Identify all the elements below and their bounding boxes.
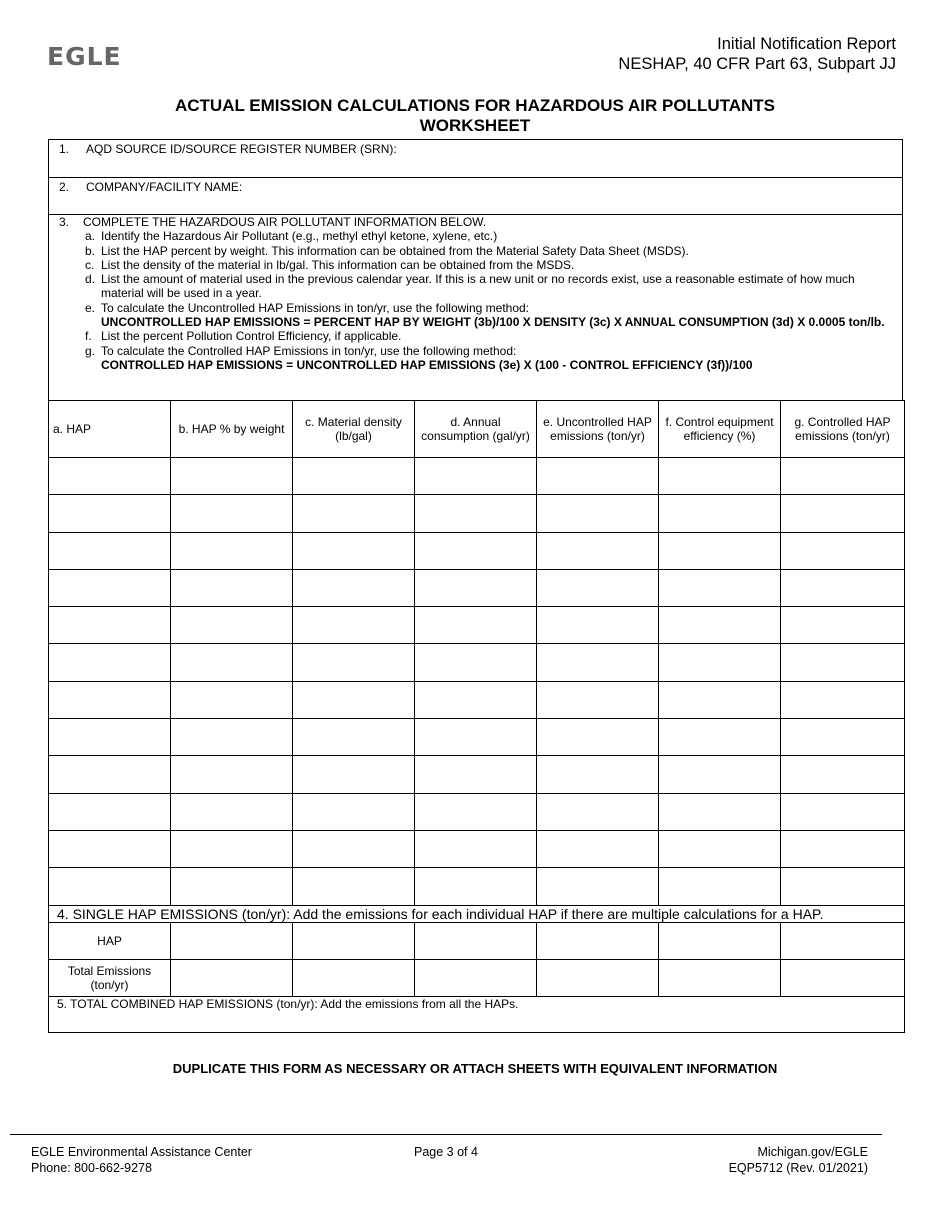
table-row [49,868,905,905]
table-cell[interactable] [49,644,171,681]
instruction-letter: e. [85,300,96,315]
total-emissions-cell[interactable] [781,959,905,996]
table-cell[interactable] [415,868,537,905]
table-cell[interactable] [659,719,781,756]
table-cell[interactable] [537,793,659,830]
table-cell[interactable] [415,607,537,644]
table-cell[interactable] [171,458,293,495]
instruction-item [81,244,899,258]
column-header-density: c. Material density (lb/gal) [293,401,415,458]
table-row [49,756,905,793]
table-cell[interactable] [171,569,293,606]
instruction-letter: a. [85,229,96,244]
table-cell[interactable] [171,644,293,681]
table-cell[interactable] [293,681,415,718]
report-name: Initial Notification Report [717,35,896,53]
single-hap-cell[interactable] [293,922,415,959]
table-cell[interactable] [659,793,781,830]
instruction-item [81,229,899,243]
single-hap-cell[interactable] [171,922,293,959]
table-cell[interactable] [415,532,537,569]
table-cell[interactable] [659,495,781,532]
table-cell[interactable] [781,495,905,532]
table-cell[interactable] [415,830,537,867]
footer-contact [31,1144,252,1176]
table-cell[interactable] [537,756,659,793]
table-cell[interactable] [171,793,293,830]
single-hap-cell[interactable] [659,922,781,959]
table-cell[interactable] [537,644,659,681]
table-cell[interactable] [171,495,293,532]
table-cell[interactable] [171,681,293,718]
footer-org: EGLE Environmental Assistance Center [31,1145,252,1159]
table-cell[interactable] [537,830,659,867]
single-hap-cell[interactable] [537,922,659,959]
table-cell[interactable] [49,868,171,905]
table-cell[interactable] [781,681,905,718]
table-cell[interactable] [49,495,171,532]
table-row [49,644,905,681]
table-cell[interactable] [781,868,905,905]
table-cell[interactable] [171,830,293,867]
instruction-text: To calculate the Uncontrolled HAP Emissions in ton/yr, use the following method: [101,300,530,315]
instruction-formula: UNCONTROLLED HAP EMISSIONS = PERCENT HAP BY WEIGHT (3b)/100 X DENSITY (3c) X ANNUAL CONSUMPTION (3d) X 0.0005 ton/lb. [101,315,885,330]
table-cell[interactable] [49,719,171,756]
table-cell[interactable] [49,458,171,495]
single-hap-row-label: HAP [49,922,171,959]
table-body [49,458,905,906]
footer-form-info [729,1144,868,1176]
table-cell[interactable] [415,681,537,718]
company-label-text: COMPANY/FACILITY NAME: [86,180,243,194]
table-cell[interactable] [781,532,905,569]
table-cell[interactable] [293,719,415,756]
table-cell[interactable] [659,607,781,644]
table-cell[interactable] [415,495,537,532]
table-cell[interactable] [537,681,659,718]
section-srn[interactable] [48,139,903,178]
table-cell[interactable] [293,495,415,532]
table-row [49,458,905,495]
instruction-text: Identify the Hazardous Air Pollutant (e.g., methyl ethyl ketone, xylene, etc.) [101,229,498,244]
table-cell[interactable] [293,644,415,681]
total-combined-label: 5. TOTAL COMBINED HAP EMISSIONS (ton/yr): Add the emissions from all the HAPs. [49,996,905,1032]
total-emissions-cell[interactable] [415,959,537,996]
table-cell[interactable] [781,830,905,867]
instruction-formula: CONTROLLED HAP EMISSIONS = UNCONTROLLED HAP EMISSIONS (3e) X (100 - CONTROL EFFICIENCY (3f))/100 [101,357,753,372]
instruction-text: List the percent Pollution Control Efficiency, if applicable. [101,329,402,344]
table-cell[interactable] [781,793,905,830]
table-cell[interactable] [415,756,537,793]
table-row [49,607,905,644]
single-hap-total-row [49,959,905,996]
table-cell[interactable] [171,868,293,905]
table-row [49,830,905,867]
table-cell[interactable] [659,458,781,495]
table-cell[interactable] [537,719,659,756]
table-cell[interactable] [659,681,781,718]
worksheet-title [0,96,950,136]
page-number: Page 3 of 4 [414,1145,478,1159]
table-row [49,793,905,830]
table-cell[interactable] [781,607,905,644]
section-company-name[interactable] [48,177,903,215]
table-cell[interactable] [293,756,415,793]
table-cell[interactable] [293,607,415,644]
table-cell[interactable] [49,830,171,867]
instructions-heading [59,215,899,229]
footer-website[interactable]: Michigan.gov/EGLE [757,1145,868,1159]
table-cell[interactable] [537,495,659,532]
single-hap-label: 4. SINGLE HAP EMISSIONS (ton/yr): Add the emissions for each individual HAP if there are multiple calculations for a HAP. [49,905,905,922]
table-cell[interactable] [415,458,537,495]
footer-phone: Phone: 800-662-9278 [31,1161,152,1175]
column-header-hap-percent: b. HAP % by weight [171,401,293,458]
instruction-item [81,329,899,343]
table-cell[interactable] [781,569,905,606]
table-cell[interactable] [659,756,781,793]
table-cell[interactable] [781,756,905,793]
single-hap-cell[interactable] [415,922,537,959]
instruction-text: List the HAP percent by weight. This information can be obtained from the Material Safety Data Sheet (MSDS). [101,243,689,258]
table-cell[interactable] [781,644,905,681]
table-cell[interactable] [537,569,659,606]
table-cell[interactable] [171,607,293,644]
instruction-item [81,301,899,330]
table-row [49,569,905,606]
table-row [49,681,905,718]
table-cell[interactable] [659,644,781,681]
total-emissions-cell[interactable] [293,959,415,996]
column-header-controlled-emissions: g. Controlled HAP emissions (ton/yr) [781,401,905,458]
table-cell[interactable] [537,458,659,495]
table-cell[interactable] [293,830,415,867]
table-cell[interactable] [415,793,537,830]
instruction-text: List the amount of material used in the previous calendar year. If this is a new unit or no records exist, use a reasonable estimate of how much material will be used in a year. [101,272,855,301]
table-cell[interactable] [293,458,415,495]
table-cell[interactable] [49,681,171,718]
table-cell[interactable] [293,532,415,569]
regulation-citation: NESHAP, 40 CFR Part 63, Subpart JJ [618,55,896,73]
section-number: 1. [59,142,70,156]
section-instructions [48,214,903,401]
footer-form-id: EQP5712 (Rev. 01/2021) [728,1161,868,1175]
table-cell[interactable] [537,868,659,905]
instruction-letter: f. [85,329,92,344]
column-header-uncontrolled-emissions: e. Uncontrolled HAP emissions (ton/yr) [537,401,659,458]
column-header-control-efficiency: f. Control equipment efficiency (%) [659,401,781,458]
table-header-row [49,401,905,458]
report-header [618,34,896,74]
title-line-2: WORKSHEET [419,116,531,135]
table-row [49,532,905,569]
total-emissions-cell[interactable] [659,959,781,996]
table-cell[interactable] [171,719,293,756]
section-number: 3. [59,215,70,229]
table-cell[interactable] [49,532,171,569]
table-cell[interactable] [293,868,415,905]
table-cell[interactable] [537,532,659,569]
instruction-text: To calculate the Controlled HAP Emissions in ton/yr, use the following method: [101,343,517,358]
instruction-item [81,344,899,373]
table-cell[interactable] [49,607,171,644]
table-cell[interactable] [293,569,415,606]
table-row [49,495,905,532]
column-header-annual-consumption: d. Annual consumption (gal/yr) [415,401,537,458]
egle-logo: EGLE [47,42,122,71]
table-cell[interactable] [171,756,293,793]
table-cell[interactable] [659,830,781,867]
table-cell[interactable] [49,793,171,830]
footer-divider [10,1134,882,1135]
table-cell[interactable] [781,458,905,495]
instruction-item [81,272,899,301]
company-label [59,180,242,194]
table-cell[interactable] [659,532,781,569]
total-emissions-label: Total Emissions (ton/yr) [49,959,171,996]
column-header-hap: a. HAP [49,401,171,458]
single-hap-cell[interactable] [781,922,905,959]
table-cell[interactable] [415,719,537,756]
section-number: 2. [59,180,70,194]
total-emissions-cell[interactable] [537,959,659,996]
table-cell[interactable] [415,644,537,681]
table-cell[interactable] [415,569,537,606]
instruction-list [59,229,899,372]
table-cell[interactable] [659,569,781,606]
single-hap-name-row [49,922,905,959]
single-hap-header-row [49,905,905,922]
title-line-1: ACTUAL EMISSION CALCULATIONS FOR HAZARDOUS AIR POLLUTANTS [174,96,775,115]
instructions-heading-text: COMPLETE THE HAZARDOUS AIR POLLUTANT INFORMATION BELOW. [83,215,487,229]
duplicate-form-note: DUPLICATE THIS FORM AS NECESSARY OR ATTACH SHEETS WITH EQUIVALENT INFORMATION [172,1061,778,1076]
instruction-text: List the density of the material in lb/gal. This information can be obtained from the MSDS. [101,257,575,272]
table-cell[interactable] [659,868,781,905]
instructions-block [59,215,899,372]
instruction-letter: g. [85,343,96,358]
table-cell[interactable] [49,756,171,793]
instruction-letter: d. [85,272,96,287]
table-cell[interactable] [781,719,905,756]
total-combined-row[interactable] [49,996,905,1032]
srn-label [59,142,397,156]
table-row [49,719,905,756]
instruction-item [81,258,899,272]
hap-emissions-table [48,400,905,1033]
table-cell[interactable] [537,607,659,644]
table-cell[interactable] [293,793,415,830]
srn-label-text: AQD SOURCE ID/SOURCE REGISTER NUMBER (SRN): [86,142,397,156]
total-emissions-cell[interactable] [171,959,293,996]
table-cell[interactable] [49,569,171,606]
instruction-letter: b. [85,243,96,258]
table-cell[interactable] [171,532,293,569]
instruction-letter: c. [85,257,95,272]
